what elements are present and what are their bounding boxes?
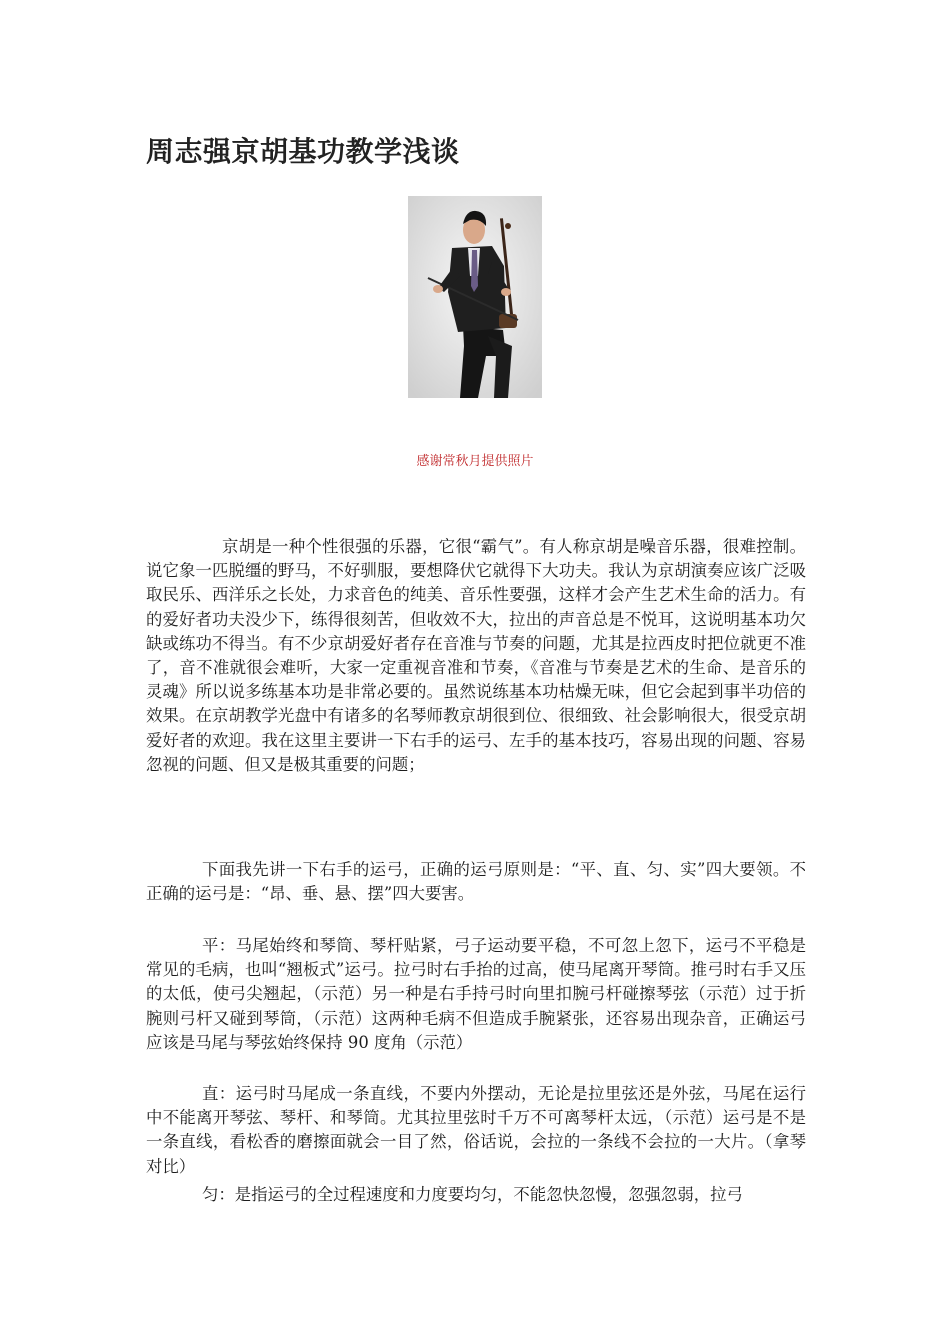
article-title: 周志强京胡基功教学浅谈 [146,135,460,168]
paragraph-bowing-principles: 下面我先讲一下右手的运弓，正确的运弓原则是：“平、直、匀、实”四大要领。不正确的运弓是：“昂、垂、悬、摆”四大要害。 [146,860,806,904]
photo-caption: 感谢常秋月提供照片 [416,454,534,469]
paragraph-ping: 平：马尾始终和琴筒、琴杆贴紧，弓子运动要平稳，不可忽上忽下，运弓不平稳是常见的毛病，也叫“翘板式”运弓。拉弓时右手抬的过高，使马尾离开琴筒。推弓时右手又压的太低，使弓尖翘起，（示范）另一种是右手持弓时向里扣腕弓杆碰擦琴弦（示范）过于折腕则弓杆又碰到琴筒，（示范）这两种毛病不但造成手腕紧张，还容易出现杂音，正确运弓应该是马尾与琴弦始终保持 90 度角（示范） [146,936,806,1052]
performer-photo [408,196,542,398]
paragraph-intro: 京胡是一种个性很强的乐器，它很“霸气”。有人称京胡是噪音乐器，很难控制。说它象一匹脱缰的野马，不好驯服，要想降伏它就得下大功夫。我认为京胡演奏应该广泛吸取民乐、西洋乐之长处，力求音色的纯美、音乐性要强，这样才会产生艺术生命的活力。有的爱好者功夫没少下，练得很刻苦，但收效不大，拉出的声音总是不悦耳，这说明基本功欠缺或练功不得当。有不少京胡爱好者存在音准与节奏的问题，尤其是拉西皮时把位就更不准了，音不准就很会难听，大家一定重视音准和节奏，《音准与节奏是艺术的生命、是音乐的灵魂》所以说多练基本功是非常必要的。虽然说练基本功枯燥无味，但它会起到事半功倍的效果。在京胡教学光盘中有诸多的名琴师教京胡很到位、很细致、社会影响很大，很受京胡爱好者的欢迎。我在这里主要讲一下右手的运弓、左手的基本技巧，容易出现的问题、容易忽视的问题、但又是极其重要的问题； [146,537,806,774]
paragraph-zhi: 直：运弓时马尾成一条直线，不要内外摆动，无论是拉里弦还是外弦，马尾在运行中不能离开琴弦、琴杆、和琴筒。尤其拉里弦时千万不可离琴杆太远，（示范）运弓是不是一条直线，看松香的磨擦面就会一目了然，俗话说，会拉的一条线不会拉的一大片。（拿琴对比） [146,1084,806,1176]
paragraph-yun: 匀：是指运弓的全过程速度和力度要均匀，不能忽快忽慢，忽强忽弱，拉弓 [202,1185,743,1204]
